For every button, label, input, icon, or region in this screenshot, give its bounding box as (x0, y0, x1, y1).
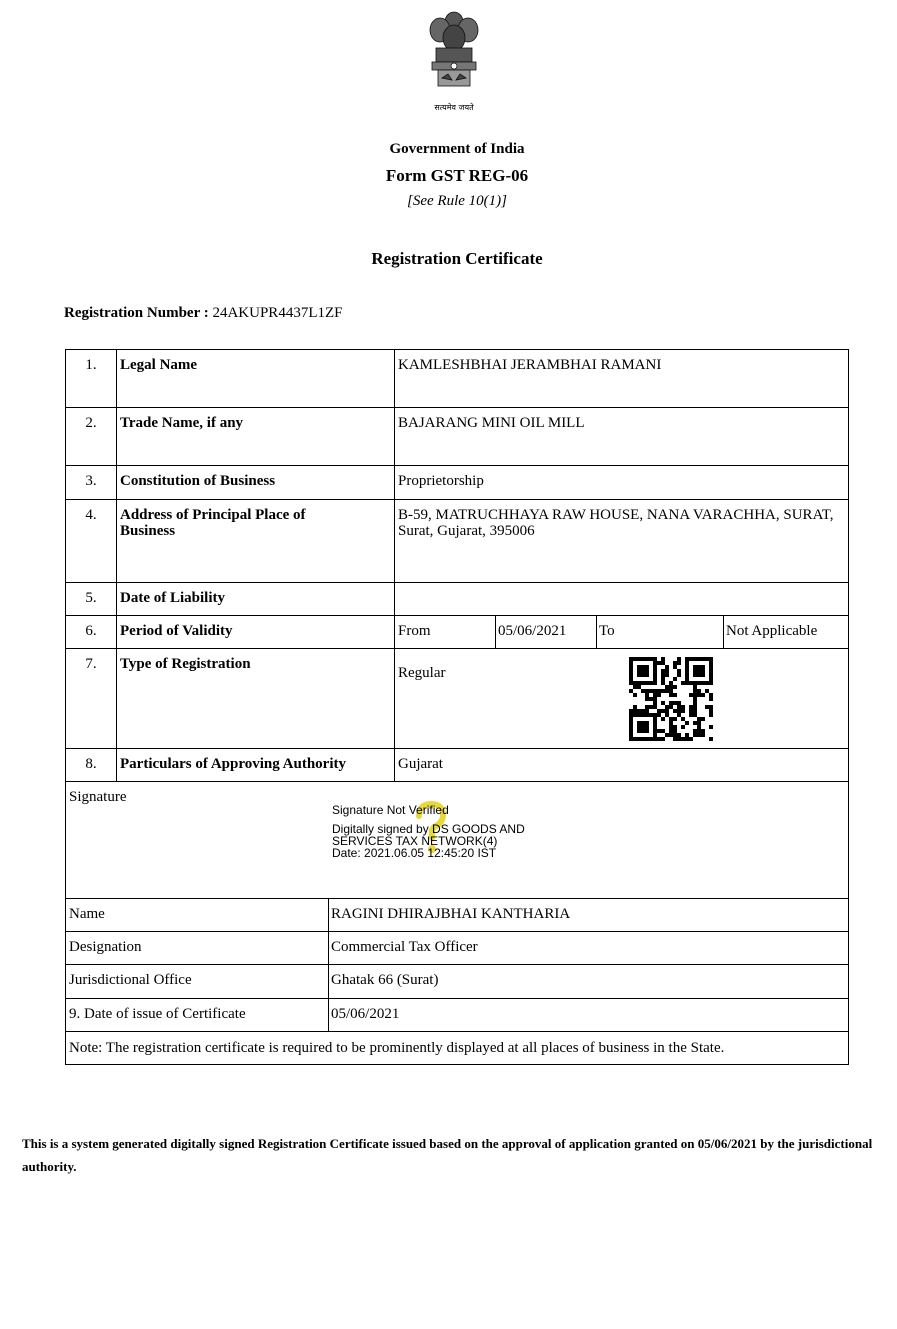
jurisdictional-office-value: Ghatak 66 (Surat) (331, 972, 439, 988)
qr-module (677, 673, 681, 677)
qr-module (629, 713, 633, 717)
qr-module (709, 713, 713, 717)
qr-module (705, 705, 709, 709)
qr-module (653, 689, 657, 693)
qr-module (693, 701, 697, 705)
qr-module (645, 705, 649, 709)
qr-module (681, 737, 685, 741)
qr-module (661, 673, 665, 677)
qr-module (669, 717, 673, 721)
qr-module (653, 737, 657, 741)
qr-module (673, 665, 677, 669)
qr-module (653, 661, 657, 665)
qr-module (629, 677, 633, 681)
qr-module (697, 693, 701, 697)
qr-module (637, 685, 641, 689)
qr-module (645, 709, 649, 713)
qr-module (701, 729, 705, 733)
qr-module (629, 709, 633, 713)
qr-module (653, 705, 657, 709)
qr-module (633, 737, 637, 741)
qr-module (645, 713, 649, 717)
qr-module (685, 657, 689, 661)
validity-from-label: From (398, 623, 431, 639)
registration-number-line (64, 305, 342, 322)
qr-module (645, 737, 649, 741)
qr-module (689, 705, 693, 709)
row-number: 5. (85, 590, 97, 606)
qr-module (669, 681, 673, 685)
qr-module (665, 685, 669, 689)
qr-module (685, 733, 689, 737)
qr-module (701, 681, 705, 685)
qr-module (653, 681, 657, 685)
qr-module (637, 673, 641, 677)
qr-module (697, 717, 701, 721)
qr-module (661, 657, 665, 661)
constitution-value: Proprietorship (398, 473, 484, 489)
qr-module (697, 733, 701, 737)
qr-module (661, 729, 665, 733)
qr-module (677, 733, 681, 737)
qr-module (669, 721, 673, 725)
qr-module (697, 665, 701, 669)
qr-module (661, 661, 665, 665)
validity-to-label: To (599, 623, 615, 639)
qr-module (701, 657, 705, 661)
qr-module (649, 713, 653, 717)
validity-from-value: 05/06/2021 (498, 623, 567, 639)
display-note: Note: The registration certificate is required to be prominently displayed at all places of business in the State. (69, 1040, 725, 1056)
qr-module (709, 673, 713, 677)
qr-module (673, 693, 677, 697)
qr-module (653, 701, 657, 705)
qr-module (705, 681, 709, 685)
qr-module (681, 705, 685, 709)
qr-module (665, 665, 669, 669)
qr-module (701, 669, 705, 673)
qr-module (693, 709, 697, 713)
qr-module (709, 693, 713, 697)
officer-name-label: Name (69, 906, 105, 922)
qr-module (709, 705, 713, 709)
qr-module (653, 665, 657, 669)
qr-module (709, 737, 713, 741)
qr-module (677, 669, 681, 673)
qr-module (637, 709, 641, 713)
qr-module (653, 673, 657, 677)
qr-module (661, 689, 665, 693)
qr-module (649, 697, 653, 701)
qr-module (673, 661, 677, 665)
qr-module (673, 709, 677, 713)
qr-module (645, 665, 649, 669)
qr-module (657, 693, 661, 697)
qr-module (653, 657, 657, 661)
qr-module (701, 673, 705, 677)
qr-module (693, 689, 697, 693)
date-of-liability-label: Date of Liability (120, 590, 225, 606)
qr-module (649, 657, 653, 661)
qr-module (641, 713, 645, 717)
qr-module (645, 697, 649, 701)
registration-number: 24AKUPR4437L1ZF (212, 305, 343, 321)
qr-module (693, 685, 697, 689)
qr-module (701, 733, 705, 737)
qr-module (629, 681, 633, 685)
qr-module (693, 713, 697, 717)
qr-module (681, 725, 685, 729)
qr-module (657, 713, 661, 717)
qr-module (697, 729, 701, 733)
form-title: Form GST REG-06 (385, 166, 529, 185)
registration-type-label: Type of Registration (120, 656, 251, 672)
legal-name-label: Legal Name (120, 357, 198, 373)
approving-authority-label: Particulars of Approving Authority (120, 756, 346, 772)
qr-module (673, 737, 677, 741)
qr-module (665, 713, 669, 717)
period-of-validity-label: Period of Validity (120, 623, 233, 639)
qr-module (693, 705, 697, 709)
qr-module (657, 709, 661, 713)
qr-module (645, 725, 649, 729)
qr-module (665, 689, 669, 693)
trade-name-value: BAJARANG MINI OIL MILL (398, 415, 585, 431)
qr-module (653, 733, 657, 737)
row-number: 1. (85, 357, 97, 373)
qr-module (637, 669, 641, 673)
qr-module (641, 709, 645, 713)
address-value: B-59, MATRUCHHAYA RAW HOUSE, NANA VARACHHA, SURAT, Surat, Gujarat, 395006 (398, 507, 834, 539)
qr-module (653, 677, 657, 681)
qr-module (661, 677, 665, 681)
qr-module (645, 689, 649, 693)
qr-module (693, 657, 697, 661)
qr-module (681, 681, 685, 685)
qr-module (649, 737, 653, 741)
qr-module (677, 713, 681, 717)
qr-module (649, 689, 653, 693)
qr-module (685, 661, 689, 665)
qr-module (653, 721, 657, 725)
qr-module (637, 665, 641, 669)
officer-name-value: RAGINI DHIRAJBHAI KANTHARIA (331, 906, 571, 922)
qr-module (693, 681, 697, 685)
government-heading: Government of India (389, 141, 525, 157)
qr-module (633, 693, 637, 697)
qr-module (641, 657, 645, 661)
qr-module (641, 729, 645, 733)
qr-module (629, 721, 633, 725)
qr-module (641, 673, 645, 677)
qr-module (629, 689, 633, 693)
qr-module (693, 669, 697, 673)
qr-module (669, 689, 673, 693)
qr-module (653, 669, 657, 673)
row-number: 4. (85, 507, 97, 523)
trade-name-label: Trade Name, if any (120, 415, 244, 431)
qr-module (653, 725, 657, 729)
qr-module (685, 681, 689, 685)
qr-module (677, 705, 681, 709)
qr-module (677, 657, 681, 661)
qr-module (685, 673, 689, 677)
signature-signer-org: SERVICES TAX NETWORK(4) (332, 834, 498, 848)
qr-module (673, 729, 677, 733)
qr-module (641, 725, 645, 729)
qr-module (629, 661, 633, 665)
qr-module (629, 729, 633, 733)
qr-module (709, 661, 713, 665)
qr-module (689, 709, 693, 713)
qr-module (637, 657, 641, 661)
jurisdictional-office-label: Jurisdictional Office (69, 972, 192, 988)
qr-module (693, 665, 697, 669)
qr-module (665, 673, 669, 677)
qr-module (629, 725, 633, 729)
legal-name-value: KAMLESHBHAI JERAMBHAI RAMANI (398, 357, 662, 373)
signature-signer: Digitally signed by DS GOODS AND (332, 822, 525, 836)
qr-module (705, 689, 709, 693)
qr-module (709, 709, 713, 713)
qr-module (657, 737, 661, 741)
qr-module (709, 665, 713, 669)
registration-type-value: Regular (398, 665, 446, 681)
rule-reference: [See Rule 10(1)] (407, 193, 507, 209)
qr-module (693, 729, 697, 733)
qr-module (677, 661, 681, 665)
constitution-label: Constitution of Business (120, 473, 276, 489)
qr-module (709, 669, 713, 673)
qr-module (673, 725, 677, 729)
signature-status: Signature Not Verified (332, 803, 449, 817)
qr-module (665, 705, 669, 709)
qr-module (653, 713, 657, 717)
qr-module (697, 673, 701, 677)
qr-module (709, 697, 713, 701)
qr-module (645, 669, 649, 673)
row-number: 2. (85, 415, 97, 431)
qr-module (669, 729, 673, 733)
qr-module (673, 701, 677, 705)
qr-module (661, 701, 665, 705)
qr-module (661, 669, 665, 673)
qr-module (637, 729, 641, 733)
validity-to-value: Not Applicable (726, 623, 818, 639)
qr-module (629, 673, 633, 677)
qr-module (689, 693, 693, 697)
qr-module (665, 669, 669, 673)
qr-module (677, 737, 681, 741)
digital-signature-block (332, 804, 525, 859)
qr-module (629, 737, 633, 741)
qr-module (629, 657, 633, 661)
signature-label: Signature (69, 789, 127, 805)
qr-module (689, 713, 693, 717)
qr-module (637, 681, 641, 685)
qr-module (637, 713, 641, 717)
qr-module (705, 657, 709, 661)
qr-module (661, 709, 665, 713)
qr-module (693, 697, 697, 701)
qr-module (673, 685, 677, 689)
emblem-motto: सत्यमेव जयते (434, 103, 474, 112)
qr-module (689, 737, 693, 741)
row-number: 7. (85, 656, 97, 672)
lion-capital-icon (424, 8, 484, 98)
qr-module (653, 693, 657, 697)
designation-label: Designation (69, 939, 142, 955)
qr-module (637, 721, 641, 725)
qr-module (637, 725, 641, 729)
qr-module (689, 657, 693, 661)
qr-module (653, 697, 657, 701)
qr-module (645, 721, 649, 725)
qr-module (697, 725, 701, 729)
qr-module (665, 709, 669, 713)
qr-module (633, 713, 637, 717)
qr-module (693, 693, 697, 697)
qr-code-icon (629, 657, 713, 741)
qr-module (673, 717, 677, 721)
qr-module (685, 737, 689, 741)
qr-module (697, 681, 701, 685)
qr-module (657, 661, 661, 665)
qr-module (673, 733, 677, 737)
qr-module (681, 717, 685, 721)
qr-module (641, 737, 645, 741)
qr-module (641, 721, 645, 725)
qr-module (709, 677, 713, 681)
qr-module (629, 733, 633, 737)
designation-value: Commercial Tax Officer (331, 939, 478, 955)
qr-module (657, 729, 661, 733)
qr-module (693, 733, 697, 737)
qr-module (697, 689, 701, 693)
qr-module (701, 717, 705, 721)
qr-module (669, 701, 673, 705)
qr-module (669, 733, 673, 737)
qr-module (645, 693, 649, 697)
signature-date: Date: 2021.06.05 12:45:20 IST (332, 846, 497, 860)
qr-module (653, 717, 657, 721)
qr-module (665, 733, 669, 737)
qr-module (645, 673, 649, 677)
qr-module (629, 669, 633, 673)
qr-module (633, 705, 637, 709)
qr-module (697, 669, 701, 673)
issue-date-label: 9. Date of issue of Certificate (69, 1006, 246, 1022)
certificate-table (65, 349, 849, 1065)
qr-module (697, 657, 701, 661)
qr-module (633, 657, 637, 661)
qr-module (661, 681, 665, 685)
qr-module (633, 685, 637, 689)
qr-module (657, 689, 661, 693)
qr-module (645, 657, 649, 661)
qr-module (677, 701, 681, 705)
system-generated-footer: This is a system generated digitally signed Registration Certificate issued based on the approval of application granted on 05/06/2021 by the jurisdictional authority. (22, 1136, 873, 1174)
qr-module (685, 669, 689, 673)
qr-module (685, 665, 689, 669)
row-number: 3. (85, 473, 97, 489)
approving-authority-value: Gujarat (398, 756, 443, 772)
qr-module (669, 693, 673, 697)
qr-module (641, 669, 645, 673)
qr-module (673, 677, 677, 681)
address-label: Address of Principal Place of Business (120, 507, 306, 539)
qr-module (649, 705, 653, 709)
qr-module (653, 729, 657, 733)
qr-module (701, 665, 705, 669)
qr-module (685, 677, 689, 681)
issue-date-value: 05/06/2021 (331, 1006, 400, 1022)
qr-module (709, 681, 713, 685)
qr-module (645, 729, 649, 733)
qr-module (633, 709, 637, 713)
national-emblem (418, 8, 490, 116)
qr-module (677, 709, 681, 713)
qr-module (697, 721, 701, 725)
qr-module (661, 717, 665, 721)
registration-number-label: Registration Number : (64, 305, 209, 321)
qr-module (633, 681, 637, 685)
qr-module (669, 685, 673, 689)
qr-module (693, 673, 697, 677)
qr-module (649, 681, 653, 685)
qr-module (641, 665, 645, 669)
qr-module (709, 725, 713, 729)
row-number: 8. (85, 756, 97, 772)
qr-module (661, 737, 665, 741)
qr-module (637, 737, 641, 741)
qr-module (645, 681, 649, 685)
qr-module (629, 717, 633, 721)
qr-module (629, 665, 633, 669)
qr-module (641, 689, 645, 693)
row-number: 6. (85, 623, 97, 639)
qr-module (669, 725, 673, 729)
qr-module (685, 721, 689, 725)
qr-module (681, 709, 685, 713)
qr-module (689, 681, 693, 685)
qr-module (693, 721, 697, 725)
qr-module (669, 705, 673, 709)
qr-module (641, 681, 645, 685)
qr-module (701, 693, 705, 697)
certificate-title: Registration Certificate (371, 249, 543, 268)
qr-module (709, 657, 713, 661)
